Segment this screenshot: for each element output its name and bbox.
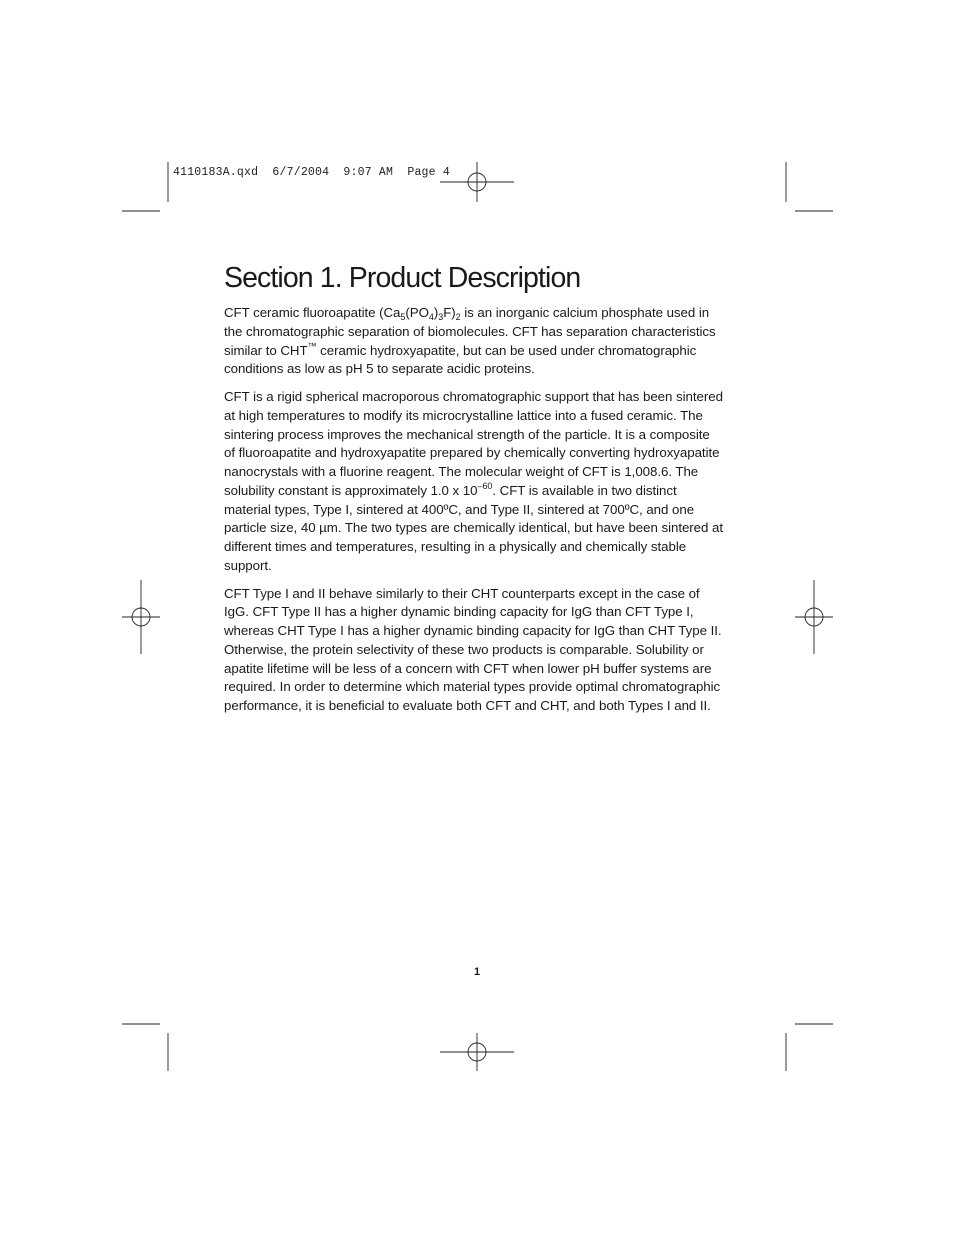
- paragraph-product-intro: [224, 304, 724, 379]
- crop-mark-bottom-right: [786, 1024, 833, 1071]
- paragraph-text: F): [443, 305, 456, 320]
- paragraph-text: . CFT is available in two distinct material types, Type I, sintered at 400ºC, and Type II, sintered at 700ºC, and one particle size, 40 µm. The two types are chemically identical, but have been sintered at different times and temperatures, resulting in a physically and chemically stable support.: [224, 482, 724, 573]
- registration-mark-bottom: [440, 1033, 514, 1071]
- crop-mark-top-right: [786, 162, 833, 211]
- registration-mark-top: [440, 162, 514, 202]
- paragraph-text: (PO: [405, 305, 429, 320]
- paragraph-type-comparison: CFT Type I and II behave similarly to their CHT counterparts except in the case of IgG. CFT Type II has a higher dynamic binding capacity for IgG than CFT Type I, whereas CHT Type I has a higher dynamic binding capacity for IgG than CHT Type II. Otherwise, the protein selectivity of these two products is comparable. Solubility or apatite lifetime will be less of a concern with CFT when lower pH buffer systems are required. In order to determine which material types provide optimal chromatographic performance, it is beneficial to evaluate both CFT and CHT, and both Types I and II.: [224, 585, 722, 713]
- subscript: 5: [400, 312, 406, 322]
- registration-mark-left: [122, 580, 160, 654]
- paragraph-text: CFT ceramic fluoroapatite (Ca: [224, 305, 401, 320]
- paragraph-material-properties: [224, 388, 724, 576]
- exponent: –60: [477, 480, 493, 491]
- subscript: 3: [438, 312, 444, 322]
- trademark-symbol: ™: [307, 340, 317, 351]
- crop-mark-bottom-left: [122, 1024, 168, 1071]
- page-content: [224, 262, 724, 725]
- paragraph-text: is an inorganic calcium phosphate used in the chromatographic separation of biomolecules. CFT has separation characteristics similar to CHT: [224, 305, 716, 358]
- subscript: 2: [455, 312, 461, 322]
- paragraph-text: ceramic hydroxyapatite, but can be used under chromatographic conditions as low as pH 5 to separate acidic proteins.: [224, 342, 697, 377]
- page-number: 1: [473, 966, 481, 978]
- section-title: Section 1. Product Description: [224, 262, 581, 294]
- subscript: 4: [428, 312, 434, 322]
- file-slug-line: 4110183A.qxd 6/7/2004 9:07 AM Page 4: [173, 166, 450, 179]
- paragraph-text: ): [433, 305, 439, 320]
- paragraph-text: CFT is a rigid spherical macroporous chromatographic support that has been sintered at high temperatures to modify its microcrystalline lattice into a fused ceramic. The sintering process improves the mechanical strength of the particle. It is a composite of fluoroapatite and hydroxyapatite prepared by chemically converting hydroxyapatite nanocrystals with a fluorine reagent. The molecular weight of CFT is 1,008.6. The solubility constant is approximately 1.0 x 10: [224, 389, 723, 498]
- crop-mark-top-left: [122, 162, 168, 211]
- registration-mark-right: [795, 580, 833, 654]
